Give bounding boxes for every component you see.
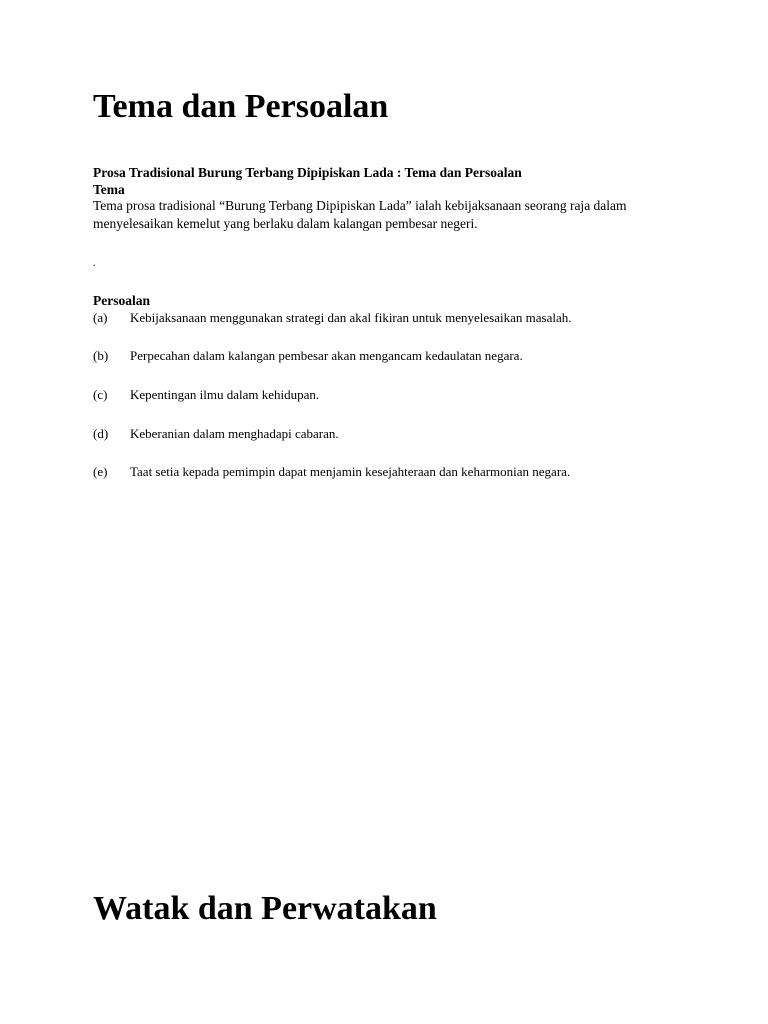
tema-paragraph: Tema prosa tradisional “Burung Terbang Dipipiskan Lada” ialah kebijaksanaan seorang raja dalam menyelesaikan kemelut yang berlaku dalam kalangan pembesar negeri. <box>93 198 627 231</box>
issue-text: Keberanian dalam menghadapi cabaran. <box>130 426 339 441</box>
issue-marker: (b) <box>93 348 109 363</box>
issue-text: Taat setia kepada pemimpin dapat menjamin kesejahteraan dan keharmonian negara. <box>130 464 571 479</box>
issue-text: Kebijaksanaan menggunakan strategi dan akal fikiran untuk menyelesaikan masalah. <box>130 310 572 325</box>
section-heading-tema-dan-persoalan: Tema dan Persoalan <box>93 88 389 125</box>
issue-item-b <box>93 347 523 364</box>
issue-marker: (a) <box>93 310 108 325</box>
issue-item-a <box>93 309 571 326</box>
document-subtitle: Prosa Tradisional Burung Terbang Dipipiskan Lada : Tema dan Persoalan <box>93 165 522 180</box>
issue-marker: (e) <box>93 464 108 479</box>
issue-marker: (d) <box>93 426 109 441</box>
issue-text: Kepentingan ilmu dalam kehidupan. <box>130 387 320 402</box>
persoalan-label: Persoalan <box>93 293 150 308</box>
issue-text: Perpecahan dalam kalangan pembesar akan mengancam kedaulatan negara. <box>130 348 523 363</box>
tema-label: Tema <box>93 182 125 197</box>
section-heading-watak-dan-perwatakan: Watak dan Perwatakan <box>93 890 437 927</box>
issue-item-c <box>93 386 319 403</box>
stray-dot: . <box>93 258 96 269</box>
issue-item-e <box>93 463 570 480</box>
issue-marker: (c) <box>93 387 108 402</box>
issue-item-d <box>93 425 339 442</box>
